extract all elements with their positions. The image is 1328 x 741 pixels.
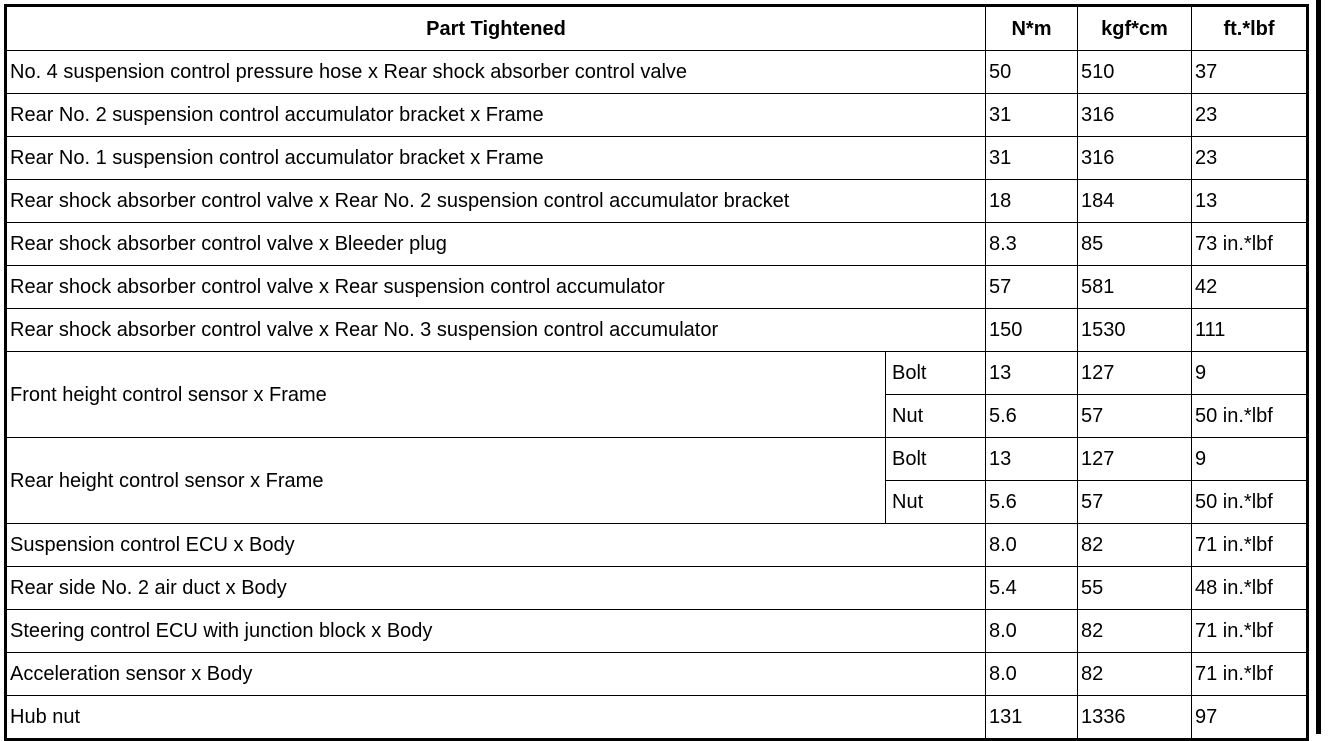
table-row	[6, 524, 1308, 567]
part-cell: Steering control ECU with junction block x Body	[6, 610, 986, 653]
ftlbf-cell: 73 in.*lbf	[1192, 223, 1308, 266]
nm-cell: 5.6	[986, 481, 1078, 524]
nm-cell: 8.3	[986, 223, 1078, 266]
nm-cell: 150	[986, 309, 1078, 352]
kgfcm-cell: 316	[1078, 94, 1192, 137]
fastener-type-cell: Nut	[886, 395, 986, 438]
part-cell: Rear shock absorber control valve x Rear suspension control accumulator	[6, 266, 986, 309]
kgfcm-cell: 82	[1078, 653, 1192, 696]
ftlbf-cell: 71 in.*lbf	[1192, 610, 1308, 653]
kgfcm-cell: 127	[1078, 352, 1192, 395]
ftlbf-cell: 71 in.*lbf	[1192, 524, 1308, 567]
nm-cell: 8.0	[986, 610, 1078, 653]
header-row	[6, 6, 1308, 51]
kgfcm-cell: 82	[1078, 524, 1192, 567]
nm-cell: 18	[986, 180, 1078, 223]
kgfcm-cell: 82	[1078, 610, 1192, 653]
part-cell: Rear shock absorber control valve x Rear No. 2 suspension control accumulator bracket	[6, 180, 986, 223]
ftlbf-cell: 50 in.*lbf	[1192, 395, 1308, 438]
table-row	[6, 567, 1308, 610]
nm-cell: 57	[986, 266, 1078, 309]
nm-cell: 31	[986, 94, 1078, 137]
torque-spec-table	[4, 4, 1309, 741]
nm-cell: 5.4	[986, 567, 1078, 610]
ftlbf-cell: 23	[1192, 137, 1308, 180]
kgfcm-cell: 127	[1078, 438, 1192, 481]
nm-cell: 131	[986, 696, 1078, 740]
ftlbf-cell: 42	[1192, 266, 1308, 309]
ftlbf-cell: 50 in.*lbf	[1192, 481, 1308, 524]
nm-cell: 13	[986, 352, 1078, 395]
nm-cell: 8.0	[986, 653, 1078, 696]
table-row	[6, 653, 1308, 696]
kgfcm-cell: 55	[1078, 567, 1192, 610]
table-row	[6, 94, 1308, 137]
table-row	[6, 266, 1308, 309]
table-row	[6, 180, 1308, 223]
ftlbf-cell: 48 in.*lbf	[1192, 567, 1308, 610]
ftlbf-cell: 23	[1192, 94, 1308, 137]
header-nm: N*m	[986, 6, 1078, 51]
nm-cell: 5.6	[986, 395, 1078, 438]
table-row	[6, 51, 1308, 94]
table-row	[6, 309, 1308, 352]
fastener-type-cell: Bolt	[886, 352, 986, 395]
part-cell: Rear shock absorber control valve x Rear No. 3 suspension control accumulator	[6, 309, 986, 352]
header-ftlbf: ft.*lbf	[1192, 6, 1308, 51]
nm-cell: 31	[986, 137, 1078, 180]
ftlbf-cell: 97	[1192, 696, 1308, 740]
right-edge-bar	[1316, 0, 1321, 734]
kgfcm-cell: 184	[1078, 180, 1192, 223]
ftlbf-cell: 9	[1192, 438, 1308, 481]
kgfcm-cell: 510	[1078, 51, 1192, 94]
kgfcm-cell: 1530	[1078, 309, 1192, 352]
kgfcm-cell: 57	[1078, 395, 1192, 438]
fastener-type-cell: Nut	[886, 481, 986, 524]
ftlbf-cell: 13	[1192, 180, 1308, 223]
header-part-tightened: Part Tightened	[6, 6, 986, 51]
part-cell: No. 4 suspension control pressure hose x Rear shock absorber control valve	[6, 51, 986, 94]
nm-cell: 13	[986, 438, 1078, 481]
table-row-split	[6, 438, 1308, 481]
part-cell: Rear height control sensor x Frame	[6, 438, 886, 524]
kgfcm-cell: 57	[1078, 481, 1192, 524]
part-cell: Acceleration sensor x Body	[6, 653, 986, 696]
part-cell: Hub nut	[6, 696, 986, 740]
header-kgfcm: kgf*cm	[1078, 6, 1192, 51]
kgfcm-cell: 85	[1078, 223, 1192, 266]
ftlbf-cell: 9	[1192, 352, 1308, 395]
part-cell: Rear side No. 2 air duct x Body	[6, 567, 986, 610]
ftlbf-cell: 71 in.*lbf	[1192, 653, 1308, 696]
fastener-type-cell: Bolt	[886, 438, 986, 481]
part-cell: Front height control sensor x Frame	[6, 352, 886, 438]
torque-spec-table-container	[4, 4, 1314, 741]
table-row	[6, 223, 1308, 266]
part-cell: Suspension control ECU x Body	[6, 524, 986, 567]
table-row	[6, 137, 1308, 180]
part-cell: Rear No. 1 suspension control accumulator bracket x Frame	[6, 137, 986, 180]
part-cell: Rear shock absorber control valve x Bleeder plug	[6, 223, 986, 266]
table-row	[6, 696, 1308, 740]
table-row-split	[6, 352, 1308, 395]
part-cell: Rear No. 2 suspension control accumulator bracket x Frame	[6, 94, 986, 137]
ftlbf-cell: 37	[1192, 51, 1308, 94]
table-row	[6, 610, 1308, 653]
kgfcm-cell: 1336	[1078, 696, 1192, 740]
kgfcm-cell: 316	[1078, 137, 1192, 180]
nm-cell: 8.0	[986, 524, 1078, 567]
kgfcm-cell: 581	[1078, 266, 1192, 309]
ftlbf-cell: 111	[1192, 309, 1308, 352]
nm-cell: 50	[986, 51, 1078, 94]
